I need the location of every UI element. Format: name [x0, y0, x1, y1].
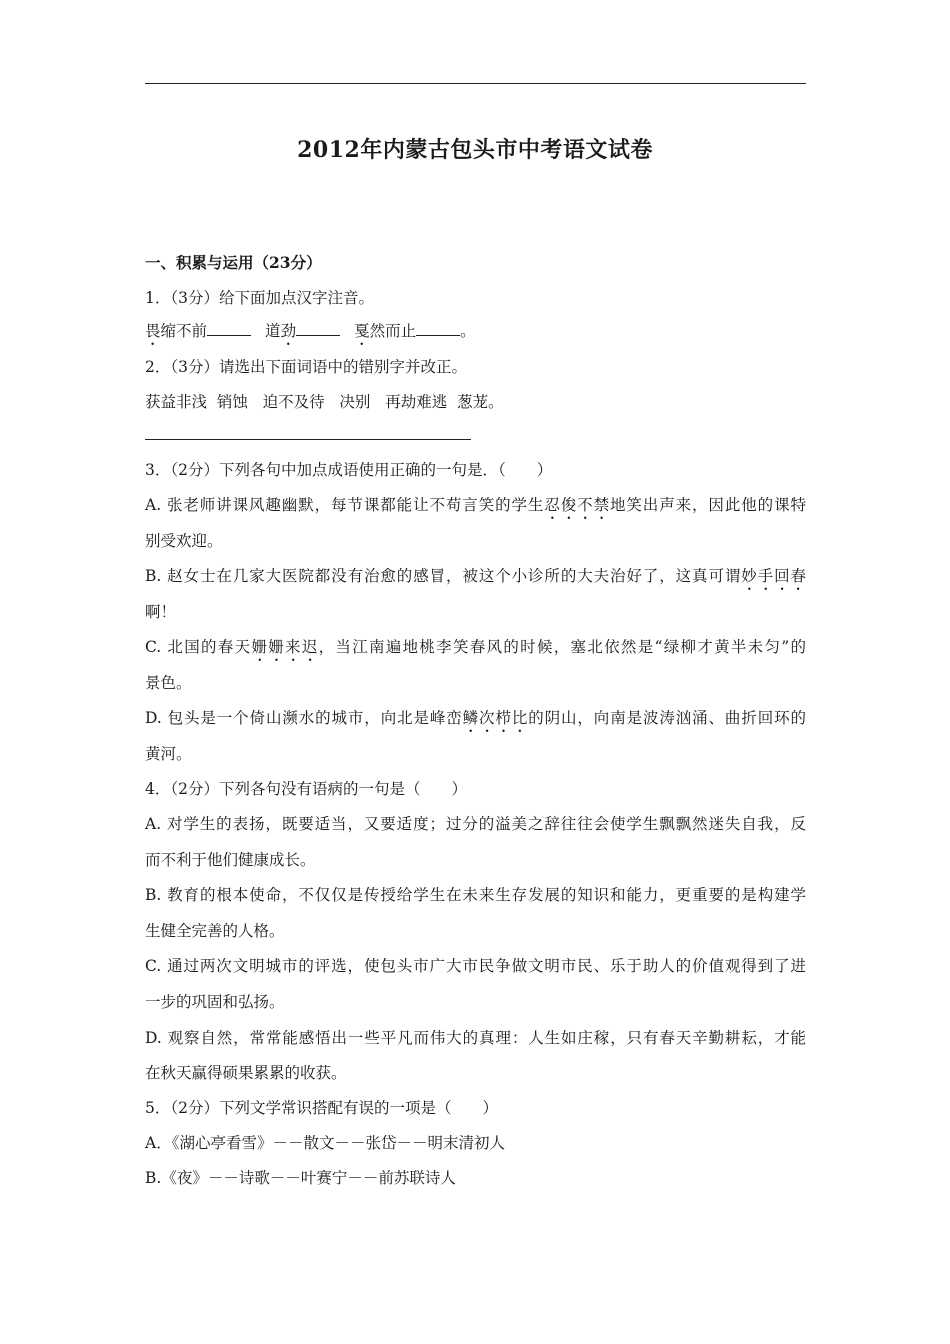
- question-4-option-c: C. 通过两次文明城市的评选，使包头市广大市民争做文明市民、乐于助人的价值观得到了进: [145, 957, 806, 975]
- question-4-option-b: B. 教育的根本使命，不仅仅是传授给学生在未来生存发展的知识和能力，更重要的是构建学: [145, 886, 806, 904]
- question-5-stem: 5．（2分）下列文学常识搭配有误的一项是（ ）: [145, 1099, 498, 1117]
- question-4-option-a: A. 对学生的表扬，既要适当，又要适度；过分的溢美之辞往往会使学生飘飘然迷失自我，反: [145, 815, 806, 833]
- page-title: 2012年内蒙古包头市中考语文试卷: [297, 137, 653, 163]
- dotted-idiom: 妙手回春: [741, 567, 806, 585]
- answer-blank[interactable]: [296, 321, 340, 336]
- question-4-option-c-cont: 一步的巩固和弘扬。: [145, 993, 285, 1011]
- section-heading: 一、积累与运用（23分）: [145, 253, 322, 272]
- question-3-option-a: A. 张老师讲课风趣幽默，每节课都能让不苟言笑的学生忍俊不禁地笑出声来，因此他的课特: [145, 496, 806, 514]
- answer-blank[interactable]: [207, 321, 251, 336]
- dotted-idiom: 忍俊不禁: [544, 496, 610, 514]
- question-1-items: 畏缩不前 道劲 戛然而止 。: [145, 322, 476, 340]
- dotted-char: 劲: [280, 322, 297, 340]
- question-5-option-a: A．《湖心亭看雪》－－散文－－张岱－－明末清初人: [145, 1134, 505, 1152]
- question-3-option-a-cont: 别受欢迎。: [145, 532, 223, 550]
- answer-line[interactable]: [145, 439, 471, 440]
- dotted-idiom: 姗姗来迟: [251, 638, 319, 656]
- question-2-stem: 2．（3分）请选出下面词语中的错别字并改正。: [145, 358, 467, 376]
- question-4-stem: 4．（2分）下列各句没有语病的一句是（ ）: [145, 780, 467, 798]
- question-4-option-b-cont: 生健全完善的人格。: [145, 922, 285, 940]
- question-5-option-b: B.《夜》－－诗歌－－叶赛宁－－前苏联诗人: [145, 1169, 456, 1187]
- question-4-option-d: D. 观察自然，常常能感悟出一些平凡而伟大的真理：人生如庄稼，只有春天辛勤耕耘，才能: [145, 1029, 806, 1047]
- question-3-option-b-cont: 啊！: [145, 603, 177, 621]
- dotted-idiom: 鳞次栉比: [462, 709, 529, 727]
- question-3-option-d: D. 包头是一个倚山濒水的城市，向北是峰峦鳞次栉比的阴山，向南是波涛汹涌、曲折回环的: [145, 709, 806, 727]
- dotted-char: 戛: [354, 322, 370, 340]
- dotted-char: 畏: [145, 322, 161, 340]
- answer-blank[interactable]: [416, 321, 460, 336]
- question-4-option-d-cont: 在秋天赢得硕果累累的收获。: [145, 1064, 347, 1082]
- question-4-option-a-cont: 而不利于他们健康成长。: [145, 851, 316, 869]
- question-3-option-c-cont: 景色。: [145, 674, 192, 692]
- question-3-option-b: B. 赵女士在几家大医院都没有治愈的感冒，被这个小诊所的大夫治好了，这真可谓妙手回春: [145, 567, 806, 585]
- question-3-option-d-cont: 黄河。: [145, 745, 192, 763]
- question-3-option-c: C. 北国的春天姗姗来迟，当江南遍地桃李笑春风的时候，塞北依然是“绿柳才黄半未匀”的: [145, 638, 806, 656]
- question-3-stem: 3．（2分）下列各句中加点成语使用正确的一句是．（ ）: [145, 461, 553, 479]
- question-2-words: 获益非浅 销蚀 迫不及待 决别 再劫难逃 葱茏。: [145, 393, 504, 411]
- header-rule: [145, 83, 806, 84]
- question-1-stem: 1．（3分）给下面加点汉字注音。: [145, 289, 374, 307]
